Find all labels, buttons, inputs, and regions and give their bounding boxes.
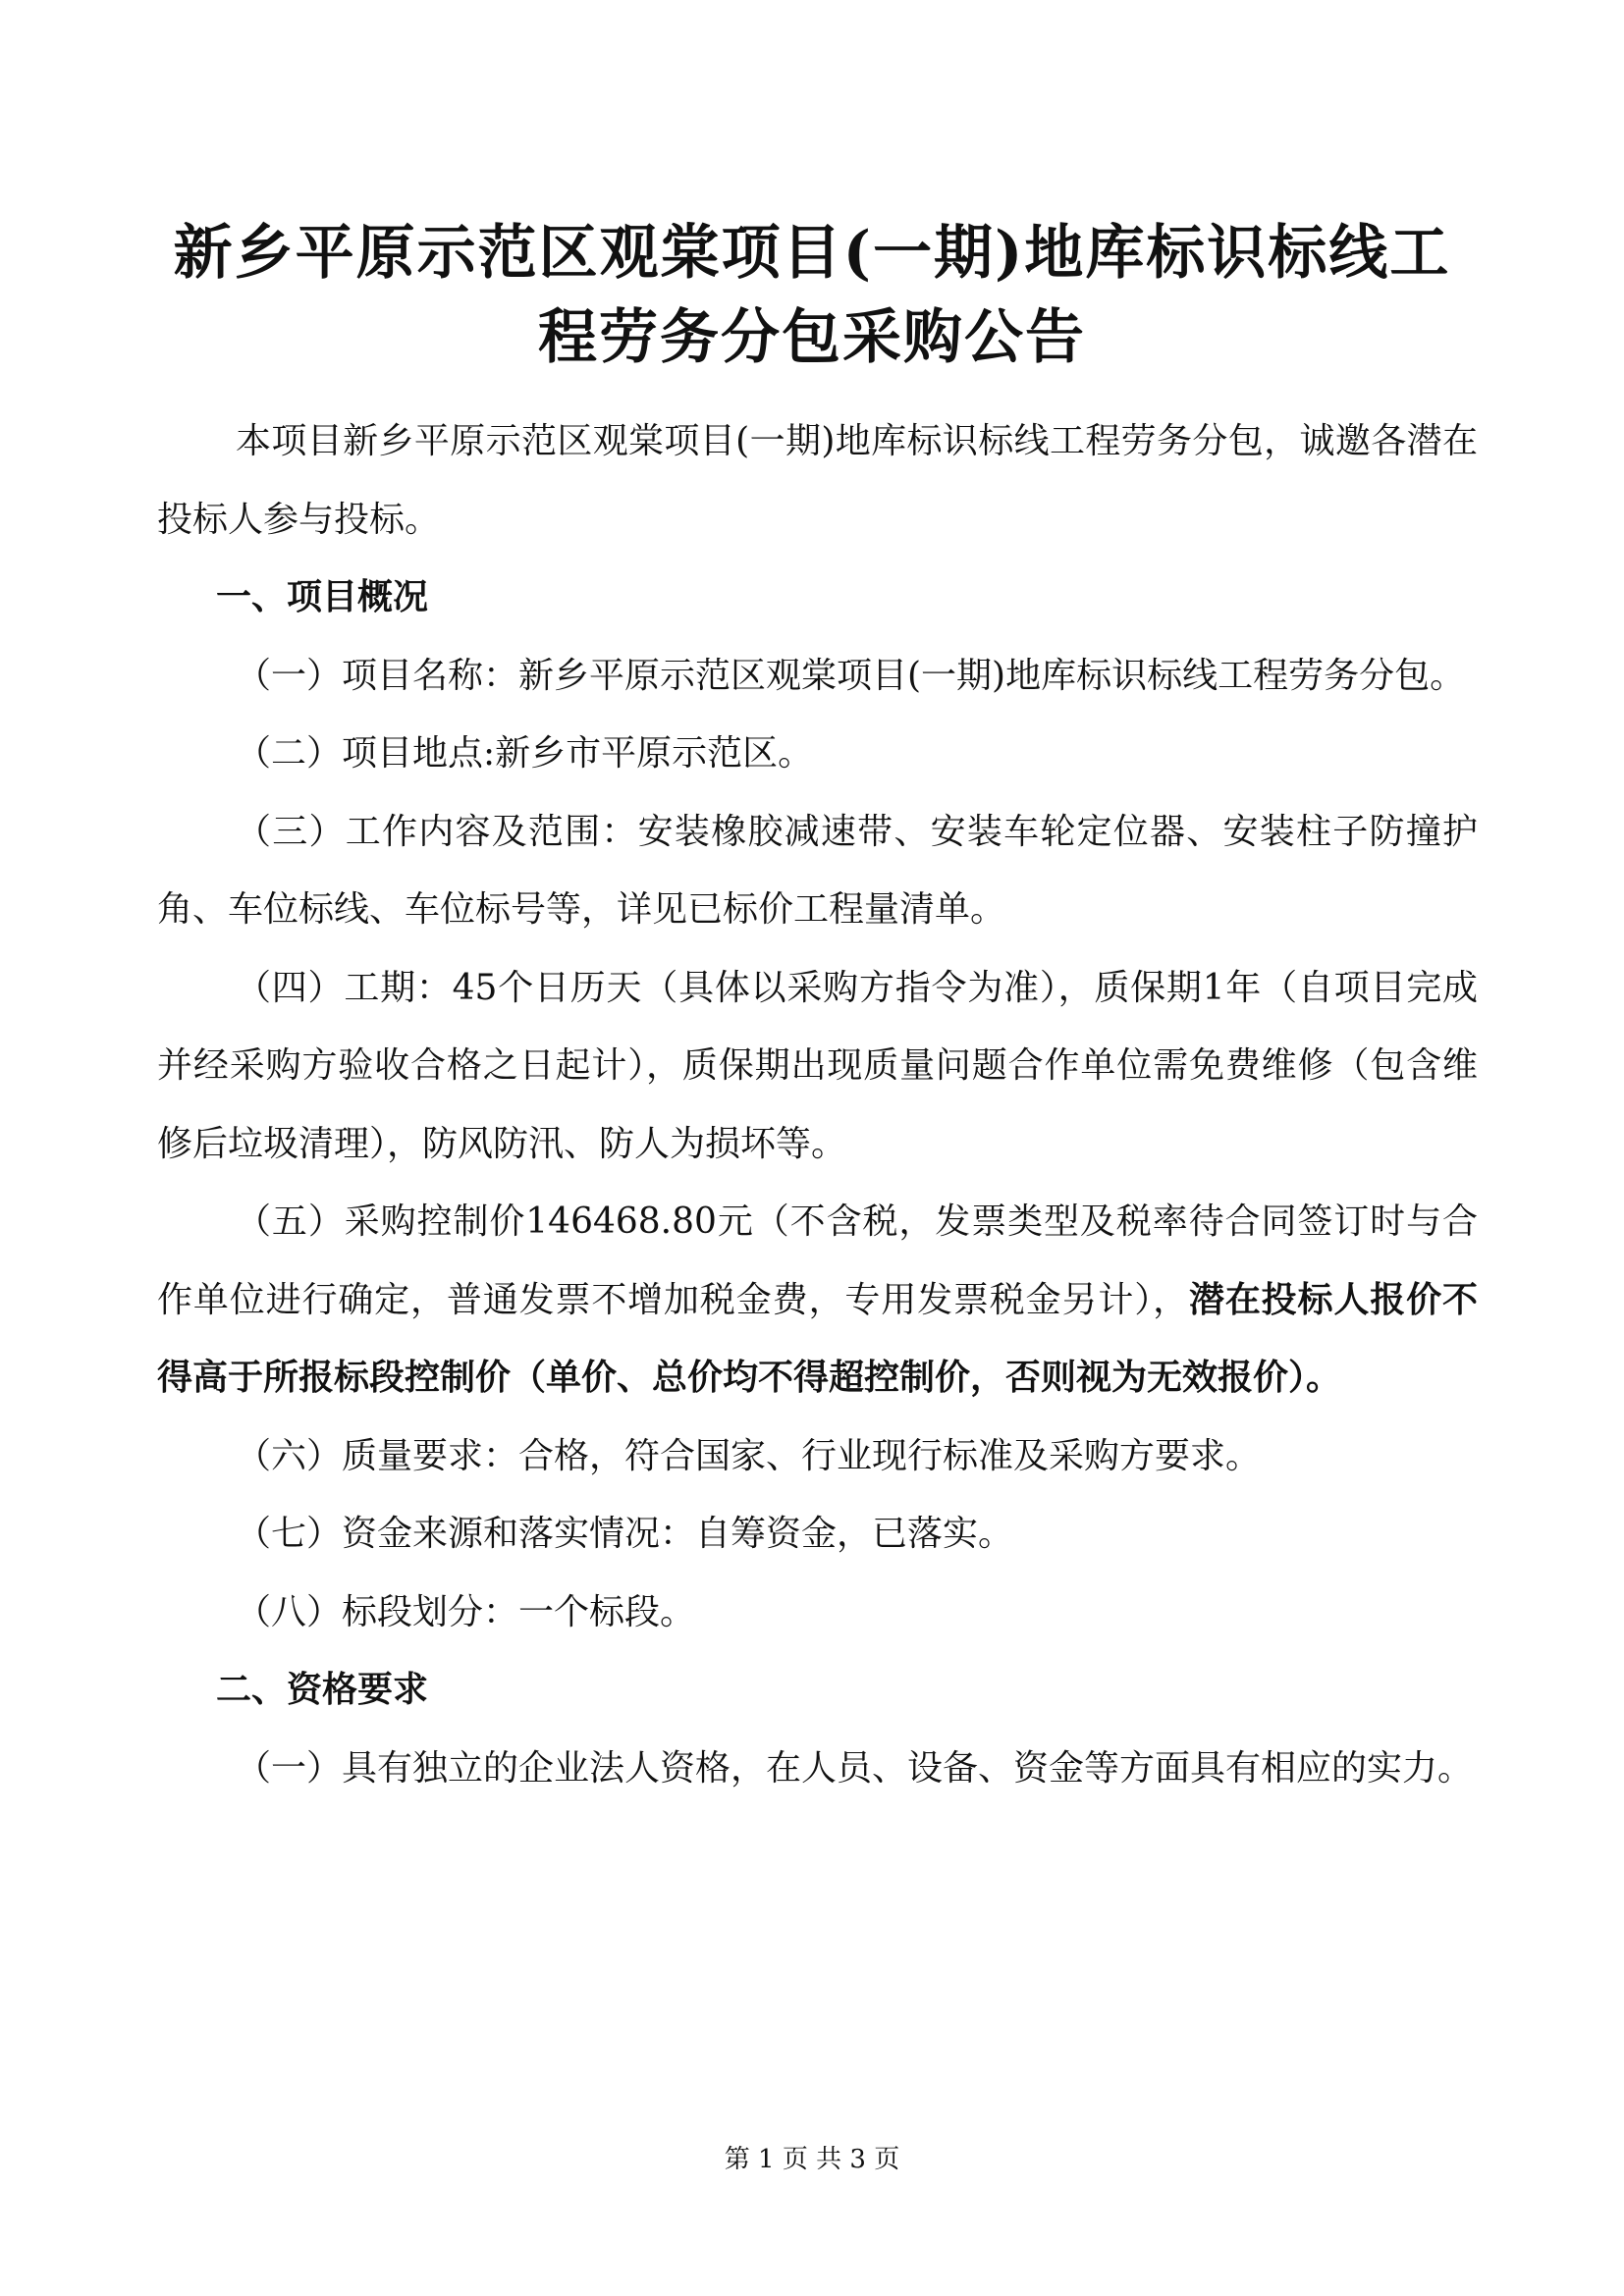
- section-2-heading: 二、资格要求: [216, 1669, 429, 1710]
- section-1-item-4: （四）工期：45个日历天（具体以采购方指令为准），质保期1年（自项目完成并经采购方验收合格之日起计），质保期出现质量问题合作单位需免费维修（包含维修后垃圾清理），防风防汛、防人为损坏等。: [157, 967, 1478, 1164]
- section-1-item-3: （三）工作内容及范围：安装橡胶减速带、安装车轮定位器、安装柱子防撞护角、车位标线、车位标号等，详见已标价工程量清单。: [157, 811, 1478, 930]
- section-2-item-1: （一）具有独立的企业法人资格，在人员、设备、资金等方面具有相应的实力。: [236, 1747, 1474, 1789]
- section-1-item-5: [157, 1183, 1478, 1417]
- document-title: [147, 211, 1477, 380]
- intro-paragraph: 本项目新乡平原示范区观棠项目(一期)地库标识标线工程劳务分包，诚邀各潜在投标人参与投标。: [157, 421, 1478, 540]
- title-line-2: 程劳务分包采购公告: [538, 303, 1086, 372]
- section-1-item-8: （八）标段划分：一个标段。: [236, 1591, 696, 1632]
- item-5-bold-text: 潜在投标人报价不得高于所报标段控制价（单价、总价均不得超控制价，否则视为无效报价）。: [157, 1278, 1478, 1398]
- item-5-normal-text: （五）采购控制价146468.80元（不含税，发票类型及税率待合同签订时与合作单位进行确定，普通发票不增加税金费，专用发票税金另计），: [157, 1201, 1478, 1320]
- section-1-heading: 一、项目概况: [216, 576, 429, 617]
- title-line-1: 新乡平原示范区观棠项目(一期)地库标识标线工: [173, 219, 1451, 288]
- page-footer: 第 1 页 共 3 页: [724, 2145, 900, 2174]
- section-1-item-2: （二）项目地点:新乡市平原示范区。: [236, 733, 814, 774]
- document-body: [157, 402, 1478, 1807]
- section-1-item-6: （六）质量要求：合格，符合国家、行业现行标准及采购方要求。: [236, 1435, 1262, 1476]
- section-1-item-1: （一）项目名称：新乡平原示范区观棠项目(一期)地库标识标线工程劳务分包。: [236, 655, 1466, 696]
- section-1-item-7: （七）资金来源和落实情况：自筹资金，已落实。: [236, 1514, 1014, 1554]
